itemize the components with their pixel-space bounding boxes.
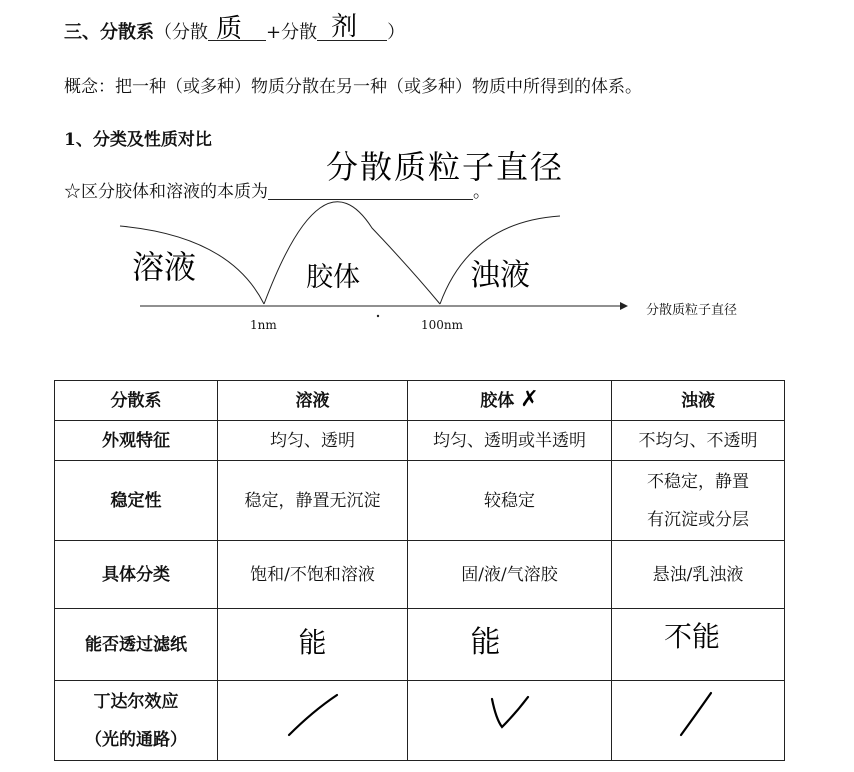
- check-stroke-icon: [283, 689, 343, 739]
- cell-line: （光的通路）: [85, 729, 187, 750]
- table-cell-multiline: [612, 461, 785, 541]
- tick-100nm: 100nm: [421, 318, 464, 332]
- table-row: [55, 541, 785, 609]
- row-label-multiline: [55, 681, 218, 761]
- paren-open: （分散: [154, 22, 208, 43]
- header-cell: 浊液: [612, 381, 785, 421]
- plus-text: +分散: [266, 22, 318, 43]
- tick-1nm: 1nm: [250, 318, 277, 332]
- table-row: [55, 609, 785, 681]
- handwritten-neng: 能: [298, 625, 327, 659]
- table-cell: 固/液/气溶胶: [408, 541, 612, 609]
- hand-label-suspension: 浊液: [470, 258, 530, 293]
- table-cell: 不均匀、不透明: [612, 421, 785, 461]
- table-cell-handwritten: [612, 681, 785, 761]
- concept-text: 概念：把一种（或多种）物质分散在另一种（或多种）物质中所得到的体系。: [64, 77, 642, 97]
- row-label: 稳定性: [55, 461, 218, 541]
- handwritten-buneng: 不能: [663, 619, 720, 653]
- header-cell-colloid: [408, 381, 612, 421]
- handwritten-mark: ✗: [520, 387, 539, 412]
- paren-close: ）: [387, 22, 406, 43]
- table-row: [55, 461, 785, 541]
- table-cell: 均匀、透明: [218, 421, 408, 461]
- comparison-table: [54, 380, 785, 761]
- stray-dot: [377, 315, 379, 317]
- table-cell-handwritten: [218, 609, 408, 681]
- row-label: 外观特征: [55, 421, 218, 461]
- header-colloid-text: 胶体: [480, 391, 515, 411]
- star-question: ☆区分胶体和溶液的本质为: [64, 182, 268, 202]
- table-cell-handwritten: [408, 681, 612, 761]
- subsection-heading: 1、分类及性质对比: [64, 130, 212, 150]
- star-end: 。: [473, 182, 490, 202]
- cell-line: 丁达尔效应: [93, 691, 179, 712]
- checkmark-icon: [480, 689, 540, 739]
- table-cell-handwritten: [408, 609, 612, 681]
- table-cell: 均匀、透明或半透明: [408, 421, 612, 461]
- row-label: 能否透过滤纸: [55, 609, 218, 681]
- table-cell: 饱和/不饱和溶液: [218, 541, 408, 609]
- handwritten-answer: 分散质粒子直径: [326, 148, 565, 186]
- check-stroke-icon: [673, 689, 723, 739]
- handwritten-ji: 剂: [331, 12, 358, 42]
- hand-label-solution: 溶液: [132, 248, 197, 286]
- table-cell: 较稳定: [408, 461, 612, 541]
- table-cell-handwritten: [218, 681, 408, 761]
- header-cell: 溶液: [218, 381, 408, 421]
- axis-arrow: [620, 302, 628, 310]
- table-cell-handwritten: [612, 609, 785, 681]
- table-cell: 悬浊/乳浊液: [612, 541, 785, 609]
- cell-line: 不稳定，静置: [647, 471, 749, 492]
- table-row: [55, 681, 785, 761]
- table-header-row: [55, 381, 785, 421]
- handwritten-neng: 能: [470, 624, 501, 660]
- cell-line: 有沉淀或分层: [647, 509, 749, 530]
- header-cell: 分散系: [55, 381, 218, 421]
- section-label: 三、分散系: [64, 22, 154, 43]
- hand-label-colloid: 胶体: [306, 262, 360, 293]
- handwritten-zhi: 质: [216, 14, 243, 44]
- table-cell: 稳定，静置无沉淀: [218, 461, 408, 541]
- row-label: 具体分类: [55, 541, 218, 609]
- axis-label: 分散质粒子直径: [646, 303, 738, 318]
- table-row: [55, 421, 785, 461]
